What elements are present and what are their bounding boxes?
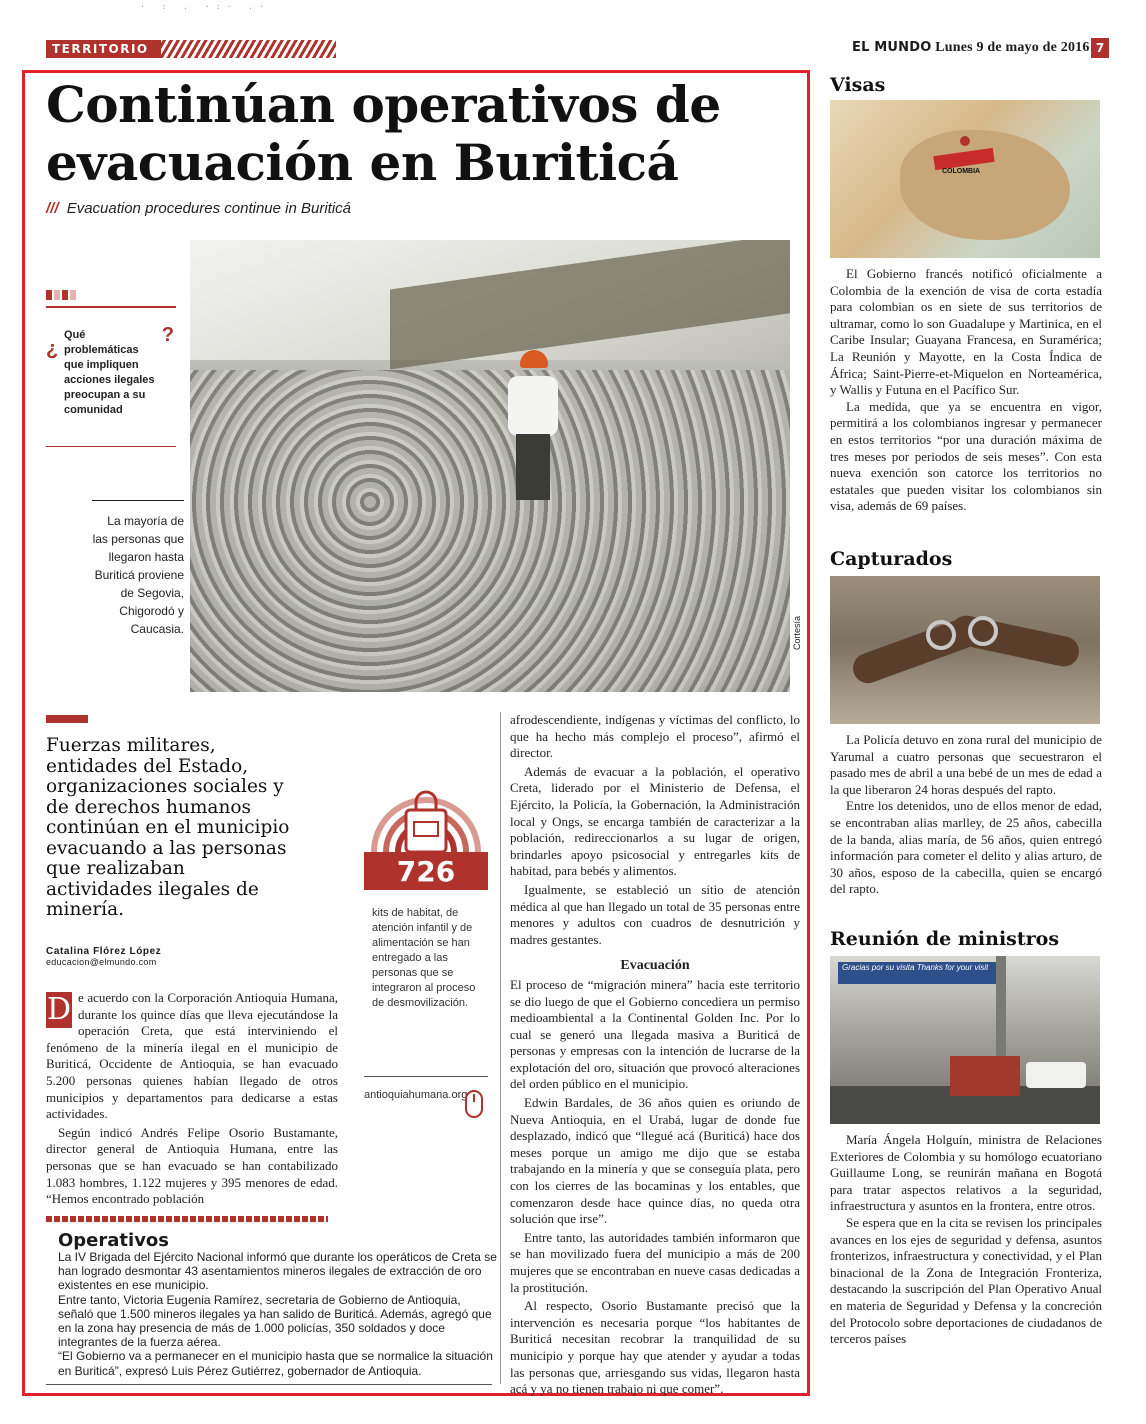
author-name: Catalina Flórez López (46, 946, 162, 957)
question-open-mark: ¿ (46, 338, 59, 360)
operativos-title: Operativos (58, 1230, 170, 1251)
body-paragraph: El proceso de “migración minera” hacia este territorio se dio luego de que el Gobierno concediera un permiso medioambiental a la Continental Golden Inc. Por lo cual se generó una llegada masiva a Buriticá de personas y empresas con la intención de lucrarse de la explotación del oro, situación que provocó alteraciones del orden público en el municipio. (510, 976, 800, 1092)
body-column-left (46, 990, 338, 1210)
question-text: Qué problemáticas que impliquen acciones ilegales preocupan a su comunidad (64, 329, 155, 416)
body-paragraph: Igualmente, se estableció un sitio de atención médica al que han llegado un total de 35 personas entre menores y adultos con cuadros de desnutrición y madres gestantes. (510, 881, 800, 947)
operativos-paragraph: La IV Brigada del Ejército Nacional informó que durante los operáticos de Creta se han logrado desmontar 43 asentamientos mineros ilegales de extracción de oro existentes en ese municipio. (58, 1250, 497, 1293)
sidebar-visas (830, 74, 1102, 515)
drop-cap: D (46, 992, 72, 1027)
body-paragraph: afrodescendiente, indígenas y víctimas del conflicto, lo que ha hecho más complejo el proceso”, afirmó el director. (510, 712, 800, 761)
lead-marker (46, 715, 88, 723)
body-paragraph: Edwin Bardales, de 36 años quien es oriundo de Nueva Antioquia, en el Urabá, lugar de donde fue desplazado, indicó que “llegué acá (Buriticá) hace dos meses porque un amigo me dijo que se estaba trabajando en la minería y que se conseguía plata, pero con los cierres de las bocaminas y los entables, que comenzaron desde hace quince días, no queda otra solución que irse”. (510, 1095, 800, 1227)
sidebar-reunion (830, 928, 1102, 1348)
question-close-mark: ? (161, 324, 174, 346)
body-paragraph: Entre tanto, las autoridades también informaron que se han movilizado fuera del municipio a más de 200 mujeres que se encontraban en nueve casas dedicadas a la prostitución. (510, 1229, 800, 1295)
map-land (900, 130, 1070, 240)
subhead-slashes: /// (46, 200, 59, 217)
section-tag (46, 40, 336, 58)
sidebar-capturados (830, 548, 1102, 898)
subhead (46, 200, 351, 217)
welcome-banner: Gracias por su visita Thanks for your visit (838, 962, 1003, 984)
visas-title: Visas (830, 74, 886, 96)
question-rule-bottom (46, 446, 176, 447)
photo-worker (500, 350, 560, 500)
map-pin-icon (960, 136, 970, 146)
subhead-text: Evacuation procedures continue in Buriticá (66, 200, 352, 217)
source-link[interactable]: antioquiahumana.org (364, 1076, 488, 1102)
brand-name: EL MUNDO (852, 40, 932, 55)
question-mark-icon (46, 290, 176, 300)
subheading-evacuacion: Evacuación (620, 958, 690, 974)
column-divider (500, 712, 501, 1384)
handcuffs-image (830, 576, 1100, 724)
section-hatch (161, 40, 336, 58)
worker-shirt (508, 376, 558, 436)
mouse-icon (465, 1090, 483, 1118)
operativos-paragraph: Entre tanto, Victoria Eugenia Ramírez, secretaria de Gobierno de Antioquia, señaló que 1.500 mineros ilegales ya han salido de Buriticá. Además, agregó que en la zona hay presencia de más de 1.000 policías, 350 soldados y doce integrantes de la fuerza aérea. (58, 1292, 492, 1350)
worker-legs (516, 434, 550, 500)
question-rule-top (46, 306, 176, 308)
body-column-right (510, 712, 800, 1400)
reunion-paragraph: María Ángela Holguín, ministra de Relaciones Exteriores de Colombia y su homólogo ecuatoriano Guillaume Long, se reunirán mañana en Bogotá para tratar aspectos relativos a la seguridad, infraestructura y asuntos en la frontera, entre otros. (830, 1132, 1102, 1214)
photo-car (1026, 1062, 1086, 1088)
reunion-paragraph: Se espera que en la cita se revisen los principales avances en los ejes de seguridad y defensa, asuntos fronterizos, infraestructura y conectividad, y el Plan binacional de la Zona de Integración Fronteriza, destacando la suscripción del Plan Operativo Anual en materia de Seguridad y Defensa y la concreción del Protocolo sobre deportaciones de ciudadanos de terceros países (830, 1214, 1102, 1347)
operativos-rule-bottom (46, 1384, 492, 1385)
body-paragraph: Además de evacuar a la población, el operativo Creta, liderado por el Ministerio de Defensa, el Ejército, la Policía, la Gobernación, la Administración local y Ongs, se encarga también de caracterizar a la población, redireccionarlos a su lugar de origen, brindarles apoyo psicosocial y entregarles kits de habitad, para bebés y alimentos. (510, 763, 800, 879)
visas-paragraph: La medida, que ya se encuentra en vigor, permitirá a los colombianos ingresar y permanecer en estos territorios “por una duración máxima de tres meses por periodos de seis meses”. Con esta nueva exención son catorce los territorios no estatales que pueden visitar los colombianos sin visa, además de 69 países. (830, 398, 1102, 514)
author-email[interactable]: educacion@elmundo.com (46, 957, 157, 967)
page-number: 7 (1091, 38, 1109, 58)
section-label: TERRITORIO (52, 42, 149, 56)
body-paragraph: D e acuerdo con la Corporación Antioquia Humana, durante los quince días que lleva ejecutándose la operación Creta, que está interviniendo el fenómeno de la minería ilegal en el municipio de Buriticá, Occidente de Antioquia, se han evacuado 5.200 personas quienes habían llegado de otros municipios y departamentos para dedicarse a estas actividades. (46, 990, 338, 1122)
handcuff-icon (926, 620, 956, 650)
photo-caption: La mayoría de las personas que llegaron hasta Buriticá proviene de Segovia, Chigorodó y Caucasia. (92, 514, 184, 636)
operativos-paragraph: “El Gobierno va a permanecer en el municipio hasta que se normalice la situación en Buriticá”, expresó Luis Pérez Gutiérrez, gobernador de Antioquia. (58, 1349, 493, 1378)
visas-paragraph: El Gobierno francés notificó oficialmente a Colombia de la exención de visa de corta estadía para colombian os en siete de sus territorios de ultramar, como lo son Guadalupe y Martinica, en el Caribe Insular; Guayana Francesa, en Suramérica; La Reunión y Mayotte, en la Costa Índica de África; Saint-Pierre-et-Miquelon en Norteamérica, y Wallis y Futuna en el Pacífico Sur. (830, 266, 1102, 398)
operativos-box (58, 1250, 498, 1378)
handcuff-icon (968, 616, 998, 646)
print-artifact: · : . ·:· .· (140, 2, 270, 11)
photo-credit: Cortesía (792, 615, 802, 650)
capturados-paragraph: La Policía detuvo en zona rural del municipio de Yarumal a cuatro personas que secuestraron el pasado mes de abril a una bebé de un mes de edad a la que liberaron 24 horas después del rapto. (830, 732, 1102, 797)
photo-truck (950, 1056, 1020, 1096)
photo-rubble (190, 370, 790, 692)
byline (46, 946, 161, 967)
photo-arm (948, 613, 1081, 669)
question-box (46, 290, 176, 447)
issue-date: Lunes 9 de mayo de 2016 (935, 40, 1090, 55)
border-crossing-image (830, 956, 1100, 1124)
caption-rule (92, 500, 184, 501)
map-image (830, 100, 1100, 258)
headline: Continúan operativos de evacuación en Buriticá (46, 75, 721, 192)
body-paragraph: Al respecto, Osorio Bustamante precisó que la intervención es necesaria porque “los habitantes de Buriticá necesitan recobrar la tranquilidad de su municipio y porque hay que atender y ayudar a todas las personas que, arriesgando sus vidas, llegaron hasta acá y ya no tienen trabajo ni que comer”. (510, 1298, 800, 1397)
kits-description: kits de habitat, de atención infantil y de alimentación se han entregado a las personas que se integraron al proceso de desmovilización. (372, 907, 476, 1009)
map-label: COLOMBIA (942, 168, 981, 175)
reunion-title: Reunión de ministros (830, 928, 1060, 950)
masthead (852, 40, 1090, 56)
reunion-text (830, 1132, 1102, 1348)
visas-text (830, 266, 1102, 515)
body-paragraph: Según indicó Andrés Felipe Osorio Bustamante, director general de Antioquia Humana, entre las personas que se han evacuado se han contabilizado 1.083 hombres, 1.122 mujeres y 395 menores de edad. “Hemos encontrado población (46, 1124, 338, 1207)
capturados-title: Capturados (830, 548, 953, 570)
operativos-rule (46, 1216, 328, 1222)
kits-count: 726 (364, 852, 488, 890)
capturados-paragraph: Entre los detenidos, uno de ellos menor de edad, se encontraban alias marlley, de 25 años, cabecilla de la banda, alias maría, de 56 años, quien entregó información para cometer el delito y alias arturo, de 30 años, esposo de la cabecilla, quien se encargó del rapto. (830, 798, 1102, 897)
lead-paragraph: Fuerzas militares, entidades del Estado, organizaciones sociales y de derechos humanos continúan en el municipio evacuando a las personas que realizaban actividades ilegales de minería. (46, 735, 290, 920)
main-photo (190, 240, 790, 692)
question-text-wrap (46, 324, 176, 418)
worker-helmet (520, 350, 548, 368)
capturados-text (830, 732, 1102, 898)
